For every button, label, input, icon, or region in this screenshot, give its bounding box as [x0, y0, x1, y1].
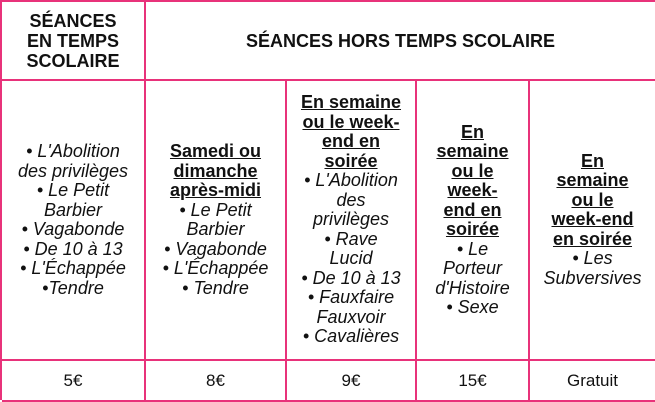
film-list-line: • De 10 à 13 [301, 267, 401, 288]
session-title-line: week-end [551, 209, 634, 230]
film-list-line: Barbier [43, 199, 103, 220]
session-title [170, 142, 261, 201]
session-title-line: ou le [571, 189, 614, 210]
film-list [435, 240, 509, 318]
film-list-line: • Le [456, 238, 489, 259]
film-list-line: d'Histoire [435, 277, 510, 298]
session-title-line: Samedi ou [169, 141, 262, 161]
film-list [18, 142, 128, 298]
price-cell [287, 361, 417, 402]
price-cell [417, 361, 530, 402]
price-value: Gratuit [566, 370, 619, 390]
film-list-line: • L'Échappée [162, 258, 269, 278]
session-title [436, 123, 508, 240]
film-list-line: privilèges [312, 209, 390, 230]
film-list-line: • Fauxfaire [307, 287, 395, 308]
header-line: SÉANCES [29, 10, 117, 31]
session-title-line: après-midi [169, 180, 262, 200]
session-cell [2, 81, 146, 361]
film-list-line: • Le Petit [36, 180, 110, 200]
price-value: 8€ [206, 370, 225, 390]
film-list-line: • Tendre [182, 277, 249, 298]
session-title-line: dimanche [173, 160, 258, 181]
header-line: SCOLAIRE [26, 50, 120, 71]
film-list-line: • L'Abolition [26, 141, 120, 161]
session-title [301, 93, 401, 171]
film-list-line: • Vagabonde [164, 238, 267, 259]
session-title-line: ou le week- [302, 111, 400, 132]
film-list-line: Subversives [543, 267, 642, 288]
film-list [543, 249, 641, 288]
film-list-line: • De 10 à 13 [23, 238, 123, 259]
header-temps-scolaire [2, 2, 146, 81]
price-value: 9€ [341, 370, 361, 390]
film-list-line: • Les [572, 248, 613, 269]
price-cell [146, 361, 287, 402]
film-list-line: •Tendre [42, 277, 104, 298]
film-list-line: • Rave [324, 228, 378, 249]
session-title-line: En [460, 121, 484, 142]
film-list-line: • Vagabonde [21, 219, 125, 239]
session-title-line: week- [447, 180, 498, 200]
header-hors-temps-scolaire [146, 2, 655, 81]
session-title-line: semaine [436, 141, 509, 161]
session-title-line: en soirée [552, 228, 633, 249]
session-title-line: end en [321, 131, 380, 152]
header-group-label: SÉANCES HORS TEMPS SCOLAIRE [245, 30, 556, 51]
film-list-line: des [336, 189, 366, 210]
session-title [551, 152, 633, 250]
header-line: EN TEMPS [26, 30, 119, 51]
session-title-line: soirée [445, 219, 500, 239]
film-list [301, 171, 400, 347]
film-list-line: • L'Abolition [304, 170, 398, 191]
film-list-line: Fauxvoir [316, 306, 386, 327]
film-list-line: Porteur [442, 258, 503, 278]
film-list-line: Lucid [329, 248, 373, 269]
film-list-line: • Cavalières [302, 326, 400, 347]
price-cell [2, 361, 146, 402]
film-list-line: • Le Petit [179, 199, 252, 220]
session-cell [530, 81, 655, 361]
session-title-line: semaine [556, 170, 629, 191]
price-value: 5€ [63, 370, 83, 390]
price-value: 15€ [458, 370, 487, 390]
film-list-line: des privilèges [17, 160, 129, 181]
session-title-line: soirée [324, 150, 378, 171]
session-cell [287, 81, 417, 361]
film-list-line: • Sexe [446, 297, 499, 317]
film-list-line: Barbier [186, 219, 245, 239]
session-cell [417, 81, 530, 361]
film-list [163, 201, 269, 299]
session-title-line: En semaine [300, 92, 402, 113]
session-title-line: En [580, 150, 604, 171]
session-cell [146, 81, 287, 361]
session-title-line: ou le [451, 160, 494, 181]
session-title-line: end en [443, 199, 502, 220]
price-cell [530, 361, 655, 402]
film-list-line: • L'Échappée [20, 258, 126, 278]
